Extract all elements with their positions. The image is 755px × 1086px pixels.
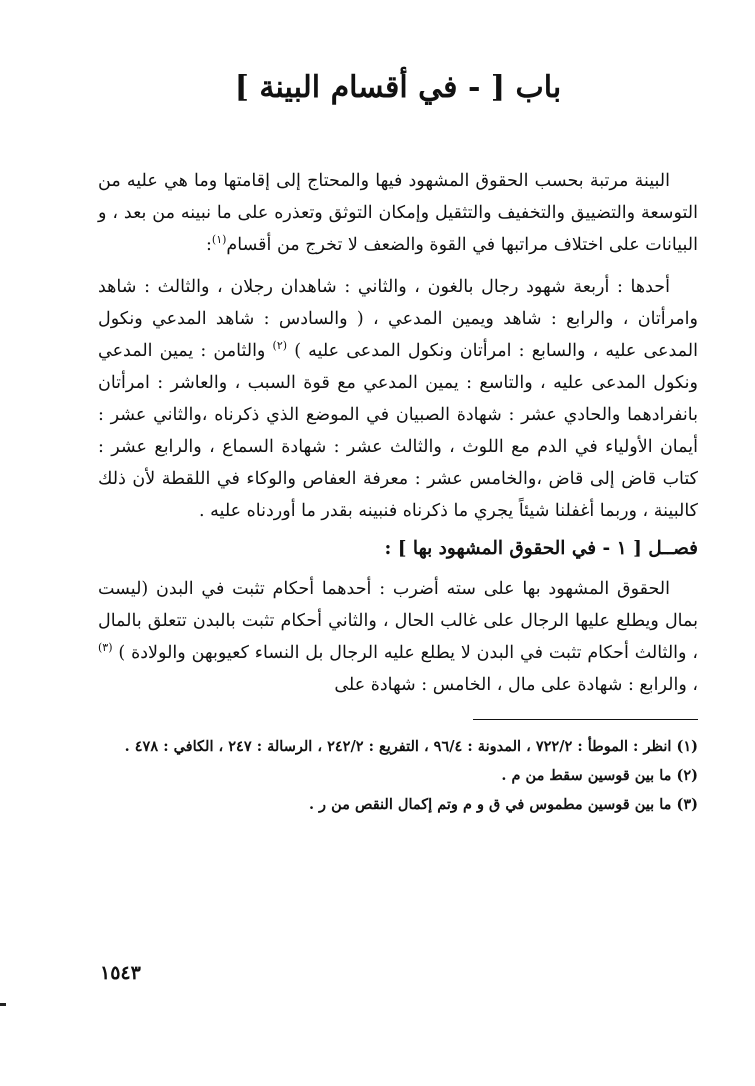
intro-paragraph bbox=[98, 165, 698, 261]
footnote-ref-2: (٢) bbox=[272, 339, 288, 353]
footnote-1: (١) انظر : الموطأ : ٧٢٢/٢ ، المدونة : ٩٦/٤ ، التفريع : ٢٤٢/٢ ، الرسالة : ٢٤٧ ، الكافي : ٤٧٨ . bbox=[124, 738, 698, 755]
section-heading: فصــل [ ١ - في الحقوق المشهود بها ] : bbox=[384, 538, 698, 559]
kinds-text-1: أحدها : أربعة شهود رجال بالغون ، والثاني : شاهدان رجلان ، والثالث : شاهد وامرأتان ، والرابع : شاهد ويمين المدعي ، ( والسادس : شاهد المدعي ونكول المدعى عليه ، والسابع : امرأتان ونكول المدعى عليه ) bbox=[98, 277, 698, 361]
page-number: ١٥٤٣ bbox=[100, 962, 141, 984]
kinds-paragraph bbox=[98, 271, 698, 527]
footnote-ref-3: (٣) bbox=[98, 641, 113, 655]
document-page bbox=[98, 60, 698, 1060]
scan-edge-mark bbox=[0, 1003, 6, 1006]
intro-tail: : bbox=[205, 235, 212, 255]
footnote-3: (٣) ما بين قوسين مطموس في ق و م وتم إكمال النقص من ر . bbox=[308, 796, 698, 813]
section-text-2: ، والرابع : شهادة على مال ، الخامس : شهادة على bbox=[334, 675, 698, 695]
section-paragraph bbox=[98, 573, 698, 701]
section-text-1: الحقوق المشهود بها على سته أضرب : أحدهما أحكام تثبت في البدن (ليست بمال ويطلع عليها الرجال على غالب الحال ، والثاني أحكام تثبت بالبدن تتعلق بالمال ، والثالث أحكام تثبت في البدن لا يطلع عليه الرجال بل النساء كعيوبهن والولادة ) bbox=[98, 579, 698, 663]
chapter-title: باب [ - في أقسام البينة ] bbox=[234, 70, 562, 105]
intro-text: البينة مرتبة بحسب الحقوق المشهود فيها والمحتاج إلى إقامتها وما هي عليه من التوسعة والتضييق والتخفيف والتثقيل وإمكان التوثق وتعذره على ما نبينه من بعد ، و البيانات على اختلاف مراتبها في القوة والضعف لا تخرج من أقسام bbox=[98, 171, 698, 255]
kinds-text-2: والثامن : يمين المدعي ونكول المدعى عليه ، والتاسع : يمين المدعي مع قوة السبب ، والعاشر : امرأتان بانفرادهما والحادي عشر : شهادة الصبيان في الموضع الذي ذكرناه ،والثاني عشر : أيمان الأولياء في الدم مع اللوث ، والثالث عشر : شهادة السماع ، والرابع عشر : كتاب قاض إلى قاض ،والخامس عشر : معرفة العفاص والوكاء في اللقطة لأن ذلك كالبينة ، وربما أغفلنا شيئاً يجري ما ذكرناه فنبينه بقدر ما أوردناه عليه . bbox=[98, 341, 698, 521]
footnote-ref-1: (١) bbox=[211, 233, 227, 247]
footnote-divider bbox=[473, 719, 698, 720]
footnote-2: (٢) ما بين قوسين سقط من م . bbox=[501, 767, 698, 784]
